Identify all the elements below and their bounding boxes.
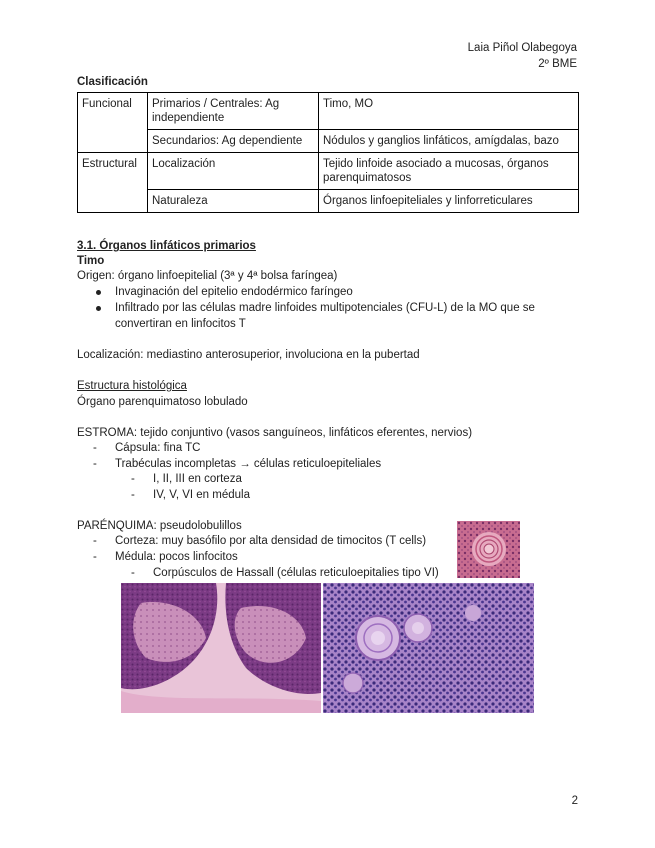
page-header	[468, 40, 577, 72]
list-item: Infiltrado por las células madre linfoides multipotenciales (CFU-L) de la MO que se	[115, 302, 535, 314]
origin-text: Origen: órgano linfoepitelial (3ª y 4ª bolsa faríngea)	[77, 270, 338, 282]
list-item: Invaginación del epitelio endodérmico faríngeo	[115, 286, 353, 298]
classification-title: Clasificación	[77, 76, 148, 88]
list-item: - Trabéculas incompletas → células reticuloepiteliales	[115, 457, 381, 472]
table-cell-criterion: Localización	[148, 153, 319, 190]
list-item-continuation: convertiran en linfocitos T	[115, 318, 246, 330]
hassall-corpuscle-image	[457, 521, 520, 578]
table-cell-example: Nódulos y ganglios linfáticos, amígdalas, bazo	[319, 130, 579, 153]
location-text: Localización: mediastino anterosuperior, involuciona en la pubertad	[77, 349, 420, 361]
table-row	[78, 153, 579, 190]
list-item: - Cápsula: fina TC	[115, 441, 200, 456]
thymus-medulla-image	[323, 583, 534, 713]
list-item: - Corteza: muy basófilo por alta densidad de timocitos (T cells)	[115, 534, 426, 549]
list-item: - Corpúsculos de Hassall (células reticuloepitalies tipo VI)	[153, 566, 439, 581]
table-cell-group: Estructural	[78, 153, 148, 213]
thymus-lobule-image	[121, 583, 321, 713]
list-item: - Médula: pocos linfocitos	[115, 550, 238, 565]
list-item: - I, II, III en corteza	[153, 472, 242, 487]
table-cell-example: Tejido linfoide asociado a mucosas, órganos parenquimatosos	[319, 153, 579, 190]
section-heading: 3.1. Órganos linfáticos primarios	[77, 240, 256, 252]
histology-text: Órgano parenquimatoso lobulado	[77, 396, 248, 408]
subheading-timo: Timo	[77, 255, 105, 267]
table-cell-example: Timo, MO	[319, 93, 579, 130]
author-name: Laia Piñol Olabegoya	[467, 42, 577, 54]
table-cell-example: Órganos linfoepiteliales y linforreticulares	[319, 190, 579, 213]
table-row	[78, 130, 579, 153]
page-number: 2	[571, 795, 578, 807]
histology-title: Estructura histológica	[77, 380, 187, 392]
table-cell-criterion: Secundarios: Ag dependiente	[148, 130, 319, 153]
table-cell-criterion: Primarios / Centrales: Ag independiente	[148, 93, 319, 130]
course-label: 2º BME	[538, 58, 577, 70]
classification-table	[77, 92, 579, 213]
table-row	[78, 190, 579, 213]
list-item: - IV, V, VI en médula	[153, 488, 250, 503]
table-cell-group: Funcional	[78, 93, 148, 153]
parenchyma-text: PARÉNQUIMA: pseudolobulillos	[77, 520, 242, 532]
stroma-text: ESTROMA: tejido conjuntivo (vasos sanguíneos, linfáticos eferentes, nervios)	[77, 427, 473, 439]
table-row	[78, 93, 579, 130]
table-cell-criterion: Naturaleza	[148, 190, 319, 213]
